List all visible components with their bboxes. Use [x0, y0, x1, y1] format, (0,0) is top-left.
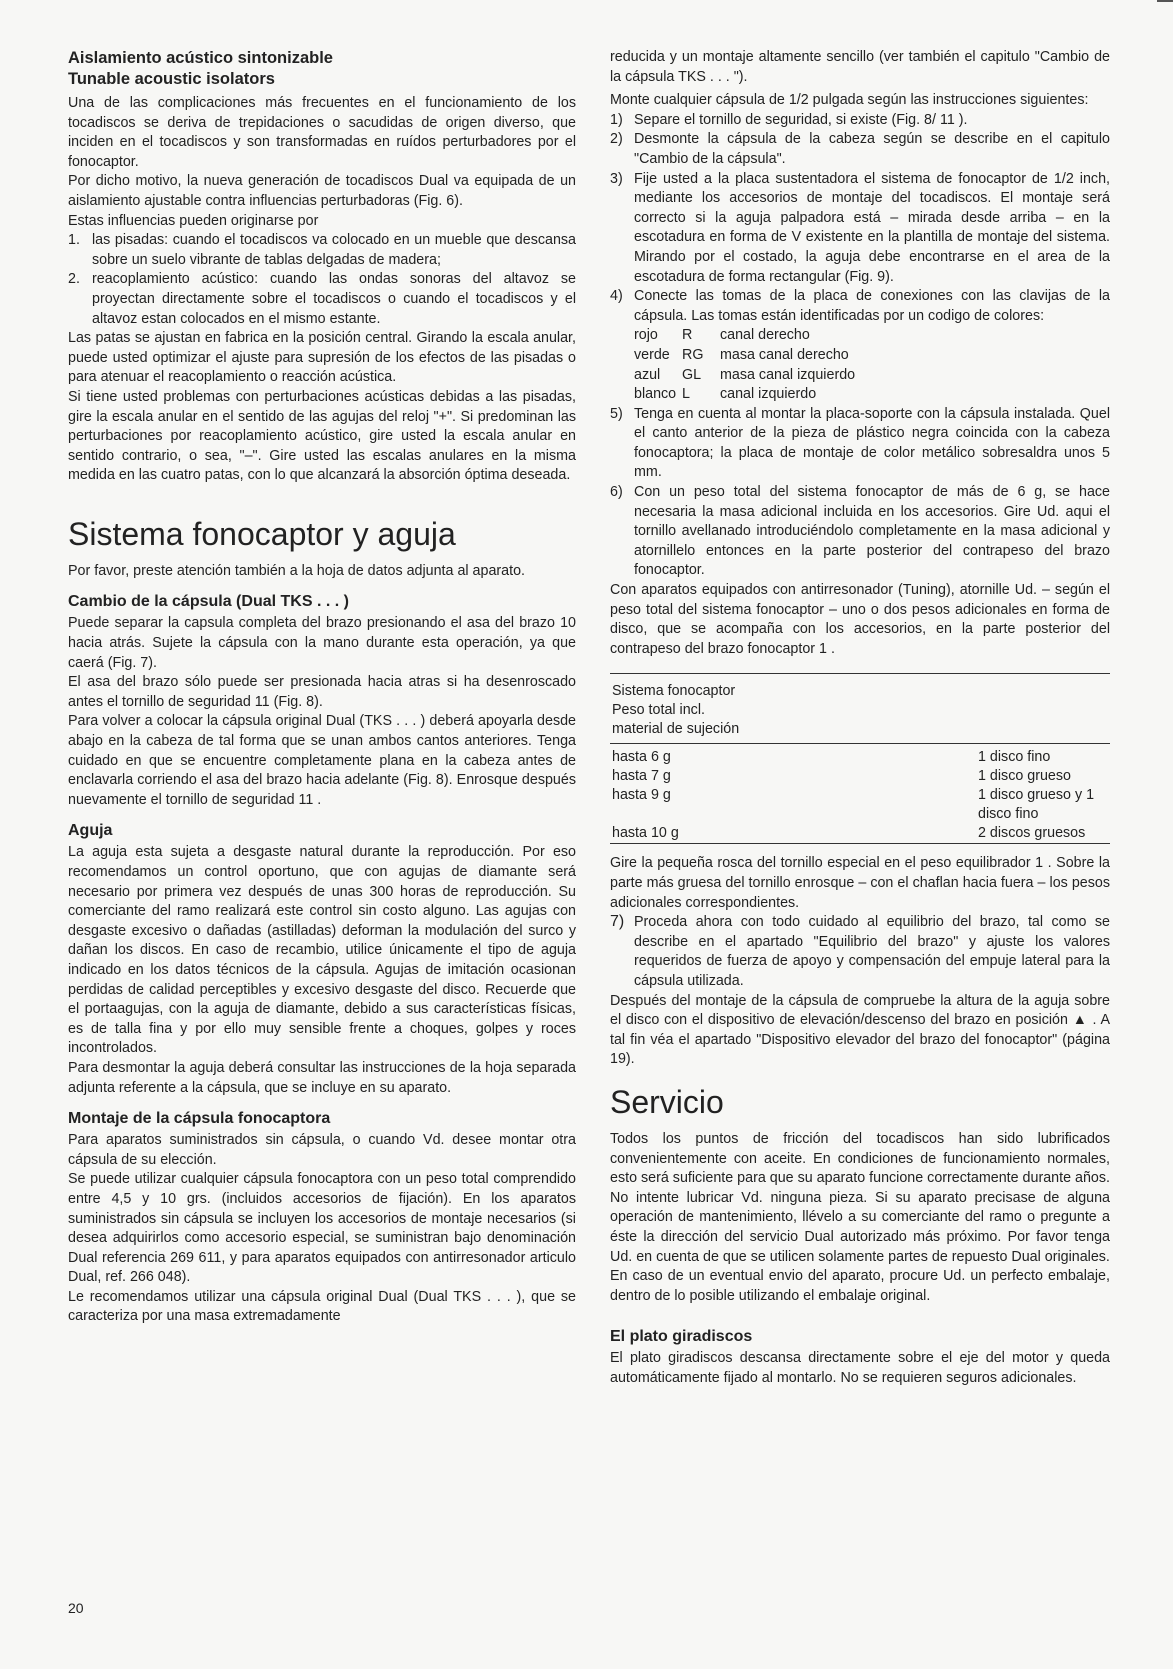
paragraph: Después del montaje de la cápsula de compruebe la altura de la aguja sobre el disco con el dispositivo de elevación/descenso del brazo en posición ▲ . A tal fin véa el apartado "Dispositivo elevador del brazo del fonocaptor" (página 19). — [610, 992, 1110, 1068]
corner-mark — [1157, 0, 1173, 2]
paragraph: El plato giradiscos descansa directamente sobre el eje del motor y queda automáticamente fijado al montarlo. No se requieren seguros adicionales. — [610, 1350, 1110, 1386]
paragraph: El asa del brazo sólo puede ser presionada hacia atras si ha desenroscado antes el tornillo de seguridad 11 (Fig. 8). — [68, 674, 576, 710]
table-header: Sistema fonocaptor Peso total incl. material de sujeción — [610, 674, 1110, 744]
paragraph: Si tiene usted problemas con perturbaciones acústicas debidas a las pisadas, gire la escala anular en el sentido de las agujas del reloj "+". Si predominan las perturbaciones por reacoplamiento acústico, gire usted la escala anular en sentido contrario, o sea, "–". Gire usted las escalas anulares en la misma medida en las cuatro patas, con lo que alcanzará la absorción óptima deseada. — [68, 388, 576, 484]
steps-list — [610, 111, 1110, 327]
section-title-servicio: Servicio — [610, 1083, 724, 1120]
paragraph: Todos los puntos de fricción del tocadiscos han sido lubrificados convenientemente con aceite. En condiciones de funcionamiento normales, esto será suficiente para que su aparato funcione correctamente durante años. No intente lubricar Vd. ninguna pieza. Si su aparato precisase de alguna operación de mantenimiento, llévelo a su comerciante del ramo o pregunte a éste la dirección del servicio Dual autorizado más próximo. Por favor tenga Ud. en cuenta de que se utilicen solamente partes de repuesto Dual originales. — [610, 1130, 1110, 1265]
paragraph: Le recomendamos utilizar una cápsula original Dual (Dual TKS . . . ), que se caracteriza por una masa extremadamente — [68, 1288, 576, 1325]
influence-list — [68, 231, 576, 329]
page-number: 20 — [68, 1600, 84, 1616]
list-item: 6) Con un peso total del sistema fonocaptor de más de 6 g, se hace necesaria la masa adicional incluida en los accesorios. Gire Ud. aqui el tornillo avellanado introduciéndolo completamente en la masa adicional y atornillelo entonces en la parte posterior del contrapeso del brazo fonocaptor. — [610, 484, 1110, 579]
paragraph: Monte cualquier cápsula de 1/2 pulgada según las instrucciones siguientes: — [610, 92, 1089, 109]
steps-list-cont — [610, 405, 1110, 581]
table-row: hasta 7 g 1 disco grueso — [612, 768, 1071, 785]
heading-tunable: Tunable acoustic isolators — [68, 70, 275, 88]
list-item: 4) Conecte las tomas de la placa de conexiones con las clavijas de la cápsula. Las tomas están identificadas por un codigo de colores: — [610, 288, 1110, 324]
paragraph: Para desmontar la aguja deberá consultar las instrucciones de la hoja separada adjunta referente a la cápsula, que se incluye en su aparato. — [68, 1059, 576, 1096]
subheading-aguja: Aguja — [68, 822, 113, 840]
list-item: 2) Desmonte la cápsula de la cabeza según se describe en el capitulo "Cambio de la cápsula". — [610, 131, 1110, 167]
list-item: 1. las pisadas: cuando el tocadiscos va colocado en un mueble que descansa sobre un suelo vibrante de tablas delgadas de madera; — [68, 232, 576, 268]
table-row: hasta 6 g 1 disco fino — [612, 749, 1051, 766]
paragraph: En caso de un eventual envio del aparato, procure Ud. un perfecto embalaje, dentro de lo posible utilizando el embalaje original. — [610, 1268, 1110, 1304]
table-row: hasta 9 g 1 disco grueso y 1 disco fino — [612, 787, 1095, 823]
heading-aislamiento: Aislamiento acústico sintonizable — [68, 49, 333, 67]
paragraph: Las patas se ajustan en fabrica en la posición central. Girando la escala anular, puede usted optimizar el ajuste para supresión de los efectos de las pisadas o para atenuar el reacoplamiento o reacción acústica. — [68, 330, 576, 386]
paragraph: Se puede utilizar cualquier cápsula fonocaptora con un peso total comprendido entre 4,5 y 10 grs. (incluidos accesorios de fijación). En los aparatos suministrados sin cápsula se incluyen los accesorios de montaje necesarios (si desea adquirirlos como accesorio especial, se suministran bajo denominación Dual referencia 269 611, y para aparatos equipados con antirresonador articulo Dual, ref. 266 048). — [68, 1171, 576, 1286]
color-code-table: rojo R canal derecho verde RG masa canal derecho azul GL masa canal izquierdo blanco L canal izquierdo — [634, 327, 856, 403]
paragraph: Una de las complicaciones más frecuentes en el funcionamiento de los tocadiscos se deriva de trepidaciones o sacudidas de origen diverso, que inciden en el tocadiscos y son transformadas en ruídos perturbadores por el fonocaptor. — [68, 95, 576, 170]
subheading-montaje: Montaje de la cápsula fonocaptora — [68, 1110, 331, 1128]
list-item: 2. reacoplamiento acústico: cuando las ondas sonoras del altavoz se proyectan directamente sobre el tocadiscos o cuando el tocadiscos y el altavoz estan colocados en el mismo estante. — [68, 271, 576, 327]
paragraph: reducida y un montaje altamente sencillo (ver también el capitulo "Cambio de la cápsula TKS . . . "). — [610, 49, 1110, 85]
paragraph: Para aparatos suministrados sin cápsula, o cuando Vd. desee montar otra cápsula de su elección. — [68, 1132, 576, 1168]
paragraph: Por dicho motivo, la nueva generación de tocadiscos Dual va equipada de un aislamiento ajustable contra influencias perturbadoras (Fig. 6). — [68, 173, 576, 209]
paragraph: Gire la pequeña rosca del tornillo especial en el peso equilibrador 1 . Sobre la parte más gruesa del tornillo enrosque – con el chaflan hacia fuera – los pesos adicionales correspondientes. — [610, 855, 1110, 911]
section-title-sistema: Sistema fonocaptor y aguja — [68, 515, 456, 552]
paragraph: Puede separar la capsula completa del brazo presionando el asa del brazo 10 hacia atrás. Sujete la cápsula con la mano durante esta operación, ya que caerá (Fig. 7). — [68, 615, 576, 671]
paragraph: Para volver a colocar la cápsula original Dual (TKS . . . ) deberá apoyarla desde abajo en la cabeza de tal forma que se unan ambos cantos anteriores. Tenga cuidado en que se encuentre completamente plana en la cabeza antes de enclavarla corriendo el asa del brazo hacia adelante (Fig. 8). Enrosque después nuevamente el tornillo de seguridad 11 . — [68, 713, 576, 808]
subheading-plato: El plato giradiscos — [610, 1328, 753, 1346]
paragraph: La aguja esta sujeta a desgaste natural durante la reproducción. Por eso recomendamos un control oportuno, que con agujas de diamante será necesario por primera vez después de unas 300 horas de reproducción. Su comerciante del ramo realizará este control sin costo alguno. Las agujas con desgaste excesivo o dañadas (astilladas) deforman la modulación del surco y dañan los discos. En caso de recambio, utilice únicamente el tipo de aguja indicado en los datos técnicos de la cápsula. Agujas de imitación ocasionan perdidas de calidad perceptibles y excesivo desgaste del disco. Recuerde que el portaagujas, con la aguja de diamante, debido a sus características físicas, es de talla fina y por ello muy sensible frente a choques, golpes y roces incontrolados. — [68, 844, 576, 1057]
weight-table — [610, 673, 1110, 844]
list-item: 1) Separe el tornillo de seguridad, si existe (Fig. 8/ 11 ). — [610, 111, 968, 128]
paragraph: Estas influencias pueden originarse por — [68, 212, 319, 229]
table-row: hasta 10 g 2 discos gruesos — [610, 824, 1110, 844]
subheading-cambio: Cambio de la cápsula (Dual TKS . . . ) — [68, 593, 349, 611]
paragraph: Con aparatos equipados con antirresonador (Tuning), atornille Ud. – según el peso total del sistema fonocaptor – uno o dos pesos adicionales en forma de disco, que se acompaña con los accesorios, en la parte posterior del contrapeso del brazo fonocaptor 1 . — [610, 582, 1110, 657]
paragraph: Por favor, preste atención también a la hoja de datos adjunta al aparato. — [68, 562, 526, 579]
left-column — [68, 48, 576, 1327]
list-item: 5) Tenga en cuenta al montar la placa-soporte con la cápsula instalada. Quel el canto anterior de la pieza de plástico negra coincida con la cabeza fonocaptora; la placa de montaje de color metálico sobresaldra unos 5 mm. — [610, 405, 1110, 481]
right-column — [610, 48, 1110, 1388]
list-item: 3) Fije usted a la placa sustentadora el sistema de fonocaptor de 1/2 inch, mediante los accesorios de montaje del tocadiscos. El montaje será correcto si la aguja palpadora está – mirada desde arriba – en la escotadura en forma de V existente en la plantilla de montaje del sistema. Mirando por el costado, la aguja debe encontrarse en el area de la escotadura de forma rectangular (Fig. 9). — [610, 170, 1110, 285]
list-item: 7) Proceda ahora con todo cuidado al equilibrio del brazo, tal como se describe en el apartado "Equilibrio del brazo" y ajuste los valores requeridos de fuerza de apoyo y compensación del empuje lateral para la cápsula utilizada. — [610, 913, 1110, 989]
